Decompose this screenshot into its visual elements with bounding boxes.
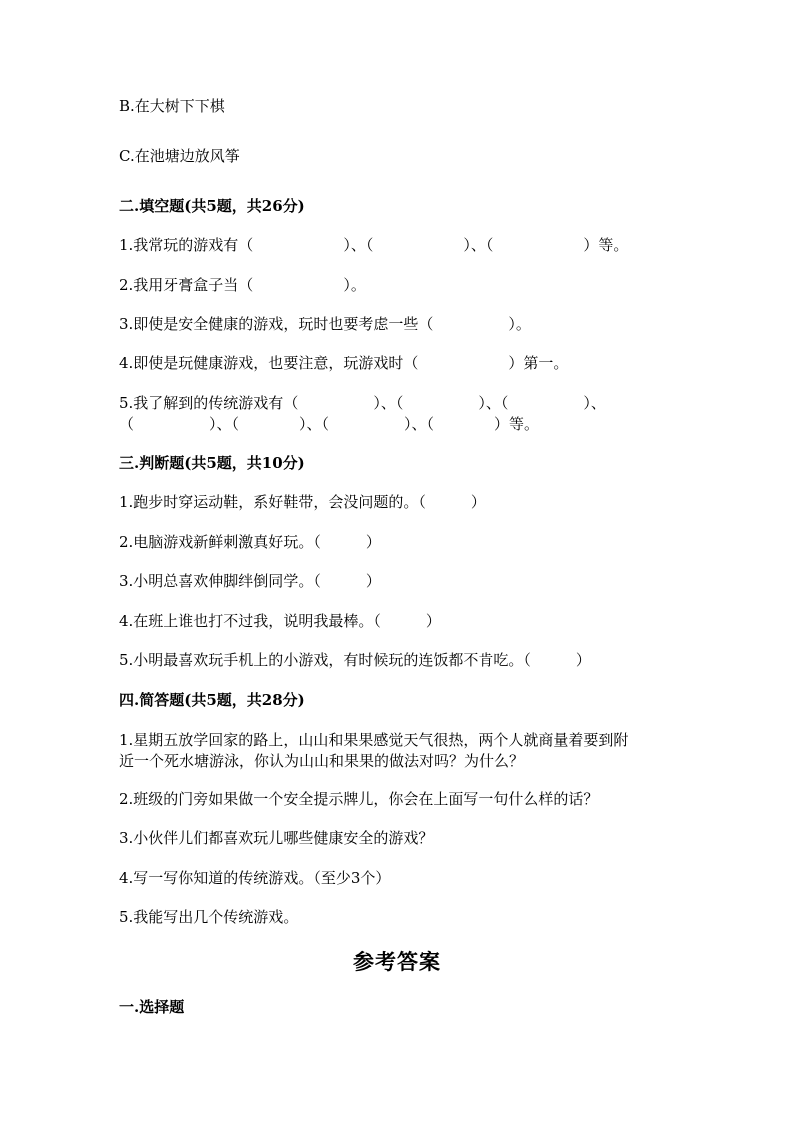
judge-q5: 5.小明最喜欢玩手机上的小游戏，有时候玩的连饭都不肯吃。（ ） [119, 651, 591, 669]
fill-blank-q1: 1.我常玩的游戏有（ ）、（ ）、（ ）等。 [119, 236, 629, 254]
answer-key-title: 参考答案 [353, 949, 441, 974]
answer-section1-heading: 一.选择题 [119, 998, 185, 1016]
short-answer-q1-line1: 1.星期五放学回家的路上，山山和果果感觉天气很热，两个人就商量着要到附 [119, 731, 629, 749]
judge-q3: 3.小明总喜欢伸脚绊倒同学。（ ） [119, 572, 381, 590]
short-answer-q5: 5.我能写出几个传统游戏。 [119, 908, 299, 926]
fill-blank-q3: 3.即使是安全健康的游戏，玩时也要考虑一些（ ）。 [119, 315, 531, 333]
section4-heading: 四.简答题(共5题，共28分) [119, 691, 305, 709]
option-b: B.在大树下下棋 [119, 97, 225, 115]
fill-blank-q5-line2: （ ）、（ ）、（ ）、（ ）等。 [119, 415, 540, 433]
judge-q1: 1.跑步时穿运动鞋，系好鞋带，会没问题的。（ ） [119, 493, 486, 511]
section2-heading: 二.填空题(共5题，共26分) [119, 197, 305, 215]
section3-heading: 三.判断题(共5题，共10分) [119, 454, 305, 472]
fill-blank-q5-line1: 5.我了解到的传统游戏有（ ）、（ ）、（ ）、 [119, 394, 606, 412]
short-answer-q2: 2.班级的门旁如果做一个安全提示牌儿，你会在上面写一句什么样的话？ [119, 790, 599, 808]
judge-q4: 4.在班上谁也打不过我，说明我最棒。（ ） [119, 612, 441, 630]
fill-blank-q2: 2.我用牙膏盒子当（ ）。 [119, 276, 366, 294]
short-answer-q4: 4.写一写你知道的传统游戏。（至少3个） [119, 869, 391, 887]
judge-q2: 2.电脑游戏新鲜刺激真好玩。（ ） [119, 533, 381, 551]
short-answer-q1-line2: 近一个死水塘游泳，你认为山山和果果的做法对吗？为什么？ [119, 752, 525, 770]
fill-blank-q4: 4.即使是玩健康游戏，也要注意，玩游戏时（ ）第一。 [119, 354, 569, 372]
option-c: C.在池塘边放风筝 [119, 147, 240, 165]
short-answer-q3: 3.小伙伴儿们都喜欢玩儿哪些健康安全的游戏？ [119, 829, 434, 847]
